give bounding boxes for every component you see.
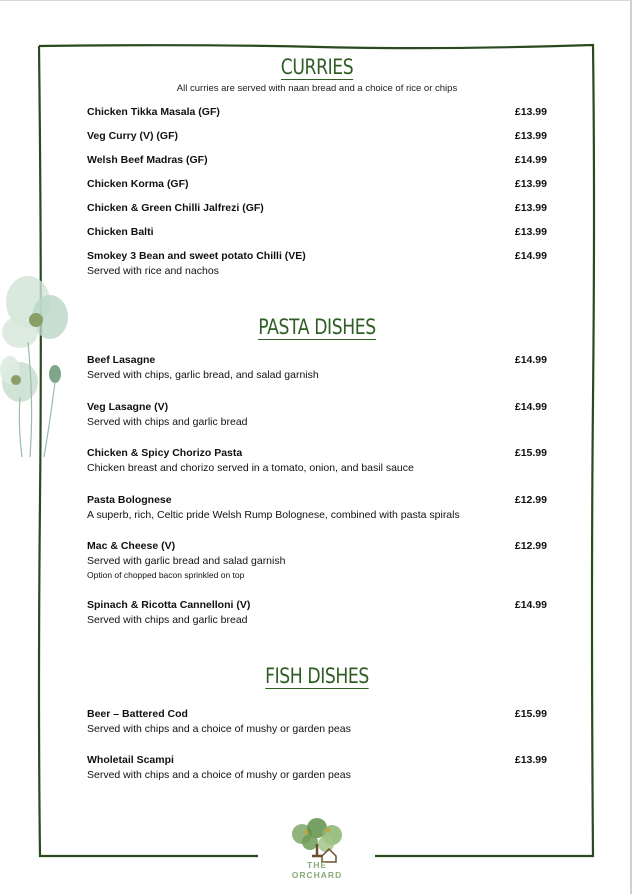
item-price: £12.99 (514, 540, 547, 552)
menu-item (87, 447, 547, 474)
item-note: Option of chopped bacon sprinkled on top (87, 570, 245, 580)
item-description: Served with chips and a choice of mushy or garden peas (87, 769, 351, 781)
item-description: Served with chips, garlic bread, and salad garnish (87, 369, 319, 381)
item-description: Served with chips and garlic bread (87, 614, 248, 626)
item-price: £13.99 (514, 106, 547, 118)
item-name: Smokey 3 Bean and sweet potato Chilli (VE) (87, 250, 306, 262)
menu-item (87, 226, 547, 238)
flower-illustration-icon (0, 262, 80, 462)
item-description: Served with garlic bread and salad garnish (87, 555, 286, 567)
item-description: Served with chips and a choice of mushy or garden peas (87, 723, 351, 735)
item-price: £13.99 (514, 202, 547, 214)
menu-item (87, 599, 547, 626)
item-price: £14.99 (514, 250, 547, 262)
item-description: Served with rice and nachos (87, 265, 219, 277)
item-price: £14.99 (514, 401, 547, 413)
menu-item (87, 401, 547, 428)
item-price: £13.99 (514, 130, 547, 142)
menu-item (87, 154, 547, 166)
item-name: Veg Curry (V) (GF) (87, 130, 179, 142)
fish-title: FISH DISHES (265, 664, 369, 688)
logo-line-2: ORCHARD (291, 870, 343, 880)
menu-item (87, 708, 547, 735)
item-name: Pasta Bolognese (87, 494, 172, 506)
item-price: £14.99 (514, 154, 547, 166)
menu-item (87, 494, 547, 521)
item-price: £12.99 (514, 494, 547, 506)
item-name: Spinach & Ricotta Cannelloni (V) (87, 599, 251, 611)
curries-subtitle: All curries are served with naan bread and a choice of rice or chips (176, 83, 458, 94)
menu-item (87, 178, 547, 190)
menu-item (87, 540, 547, 580)
item-name: Chicken Tikka Masala (GF) (87, 106, 220, 118)
item-name: Chicken Korma (GF) (87, 178, 189, 190)
item-name: Beer – Battered Cod (87, 708, 188, 720)
item-name: Veg Lasagne (V) (87, 401, 169, 413)
menu-item (87, 354, 547, 381)
curries-title: CURRIES (280, 55, 354, 79)
pasta-title: PASTA DISHES (258, 315, 376, 339)
item-name: Beef Lasagne (87, 354, 156, 366)
menu-item (87, 202, 547, 214)
menu-item (87, 106, 547, 118)
item-price: £13.99 (514, 178, 547, 190)
item-name: Mac & Cheese (V) (87, 540, 176, 552)
item-price: £14.99 (514, 354, 547, 366)
item-name: Wholetail Scampi (87, 754, 174, 766)
item-price: £15.99 (514, 447, 547, 459)
item-description: Chicken breast and chorizo served in a tomato, onion, and basil sauce (87, 462, 414, 474)
item-price: £13.99 (514, 226, 547, 238)
menu-item (87, 754, 547, 781)
item-name: Chicken Balti (87, 226, 154, 238)
item-name: Chicken & Green Chilli Jalfrezi (GF) (87, 202, 264, 214)
item-description: Served with chips and garlic bread (87, 416, 248, 428)
item-name: Welsh Beef Madras (GF) (87, 154, 208, 166)
item-description: A superb, rich, Celtic pride Welsh Rump Bolognese, combined with pasta spirals (87, 509, 460, 521)
item-price: £13.99 (514, 754, 547, 766)
item-price: £14.99 (514, 599, 547, 611)
menu-item (87, 130, 547, 142)
item-name: Chicken & Spicy Chorizo Pasta (87, 447, 243, 459)
menu-item (87, 250, 547, 277)
item-price: £15.99 (514, 708, 547, 720)
logo-line-1: THE (307, 860, 327, 870)
